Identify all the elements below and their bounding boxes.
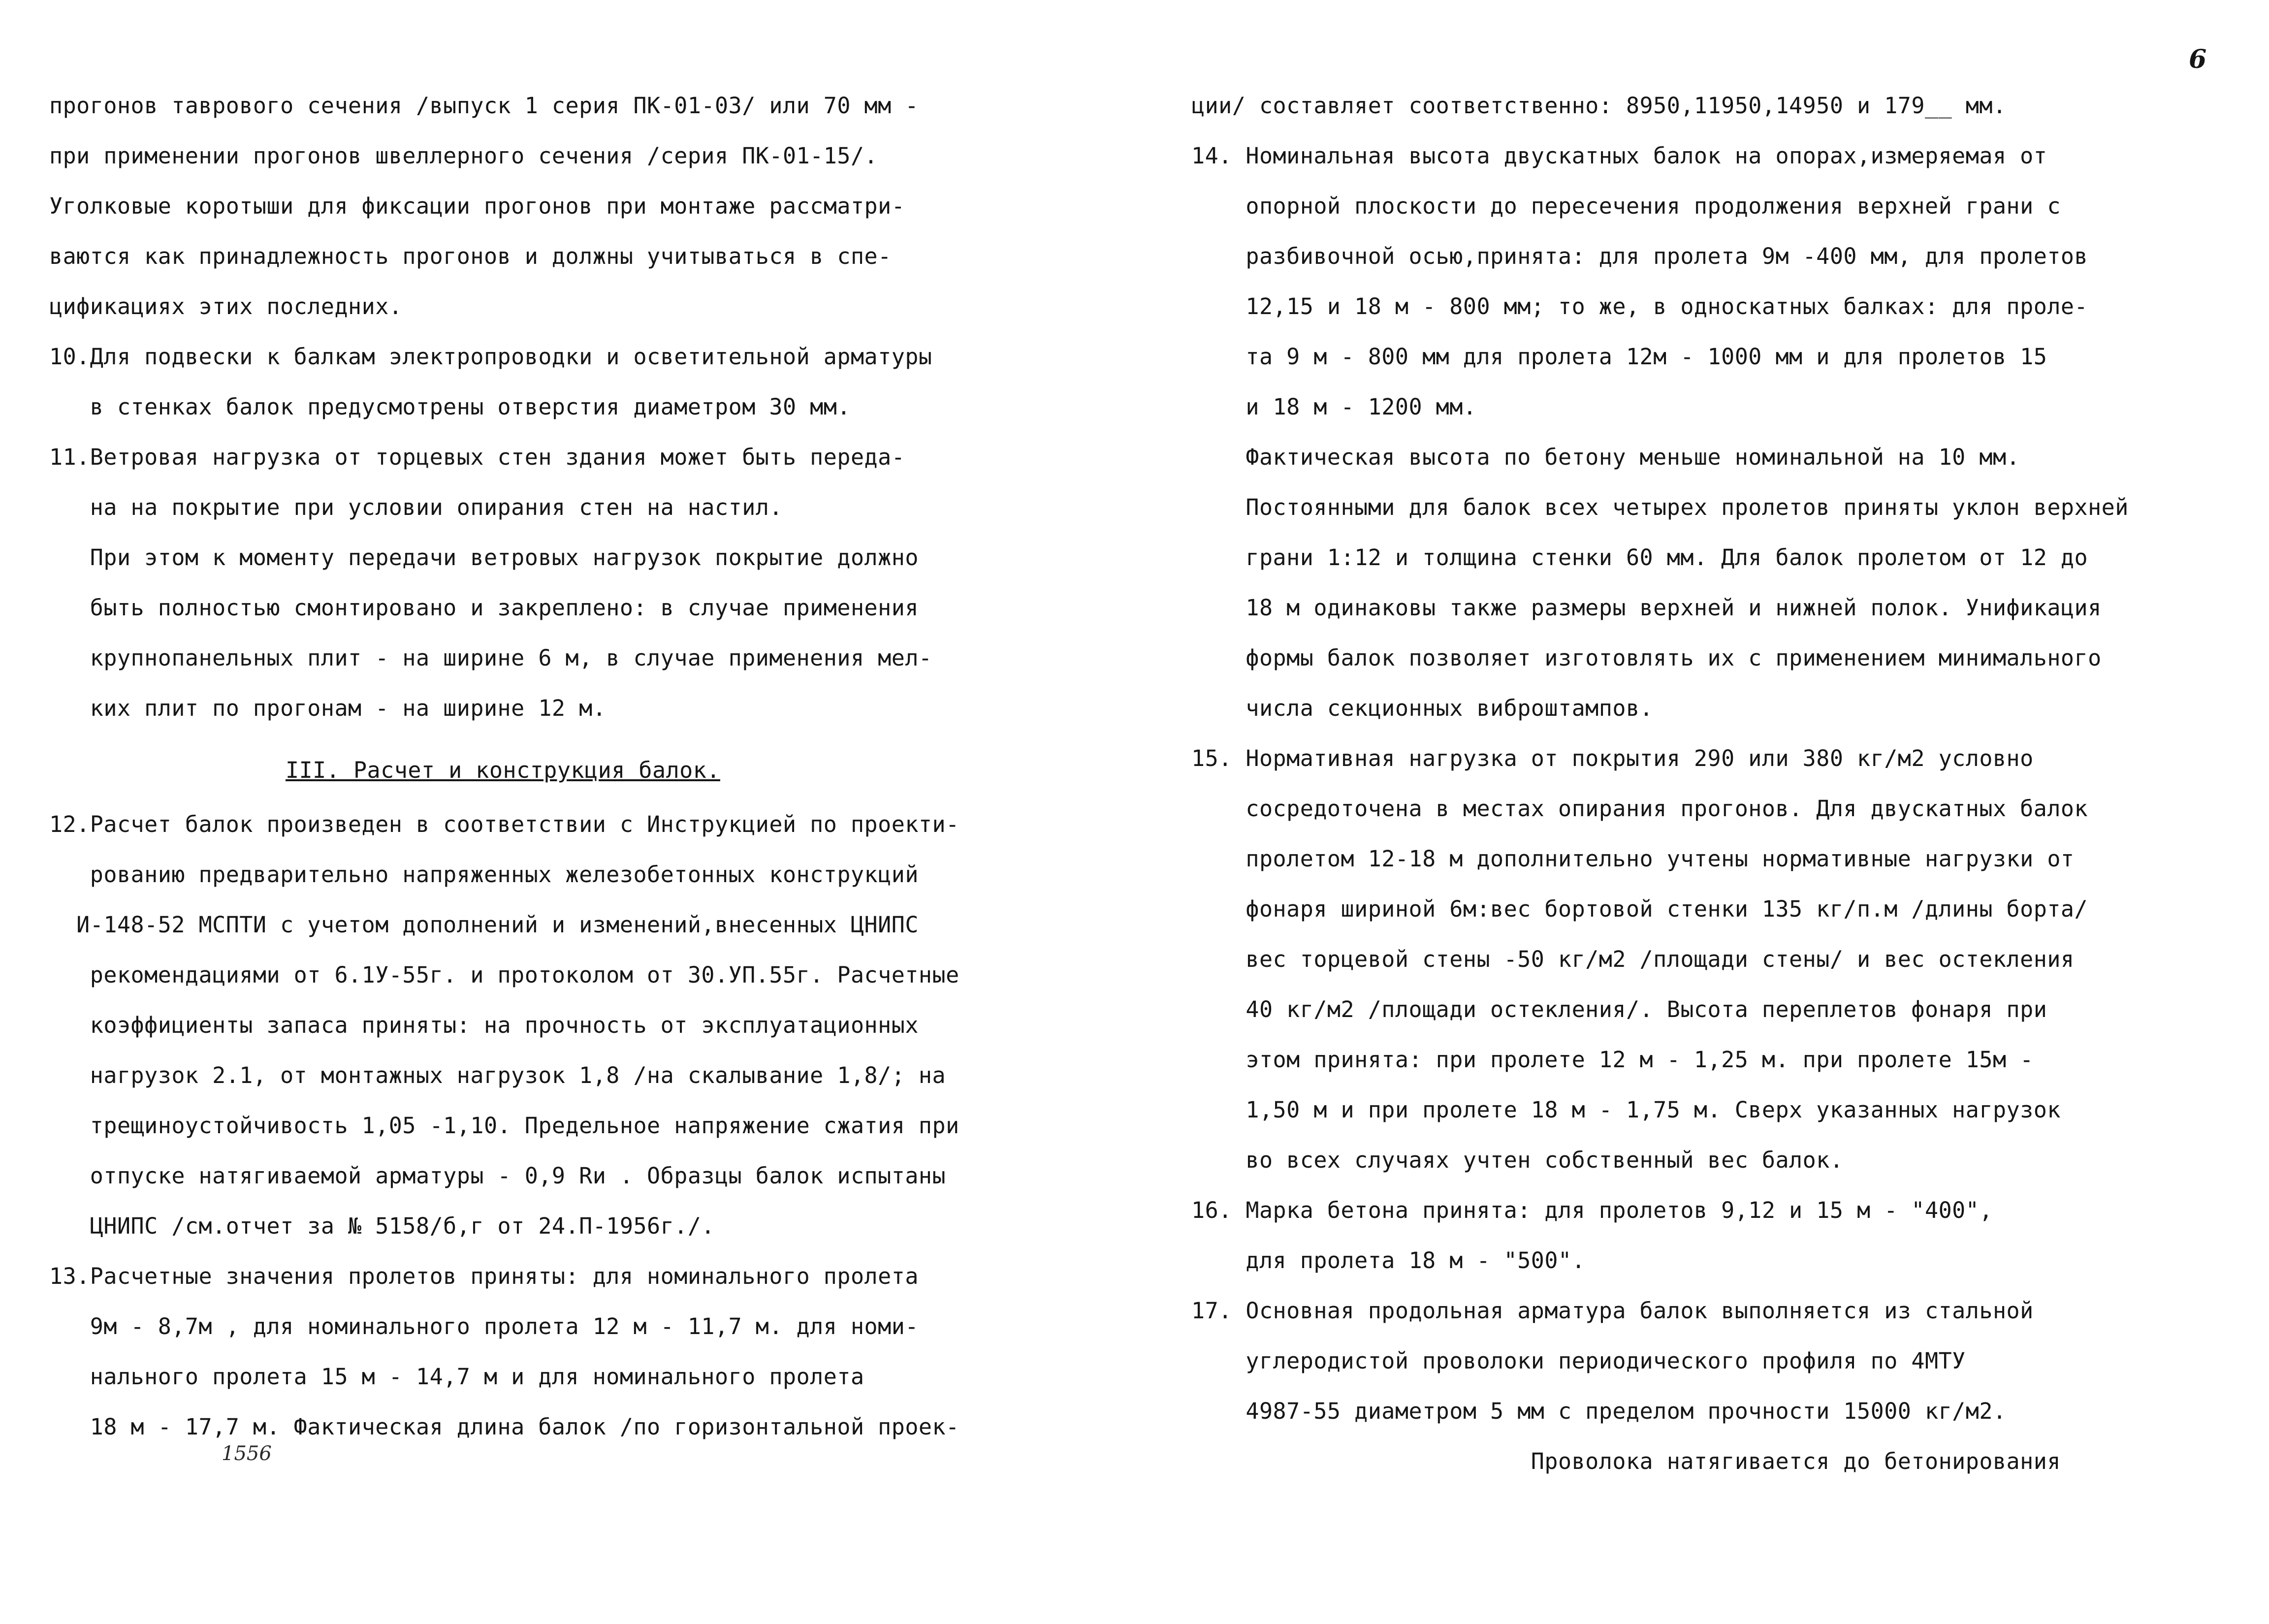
text-line: 16. Марка бетона принята: для пролетов 9,12 и 15 м - "400", (1191, 1197, 1993, 1223)
text-line: Фактическая высота по бетону меньше номинальной на 10 мм. (1191, 444, 2020, 470)
text-line: 17. Основная продольная арматура балок выполняется из стальной (1191, 1298, 2034, 1324)
text-line: нагрузок 2.1, от монтажных нагрузок 1,8 /на скалывание 1,8/; на (49, 1062, 946, 1088)
text-line: сосредоточена в местах опирания прогонов. Для двускатных балок (1191, 796, 2088, 822)
text-line: формы балок позволяет изготовлять их с применением минимального (1191, 645, 2102, 671)
text-line: отпуске натягиваемой арматуры - 0,9 Rи . Образцы балок испытаны (49, 1163, 946, 1189)
text-line: ких плит по прогонам - на ширине 12 м. (49, 695, 607, 721)
text-line: этом принята: при пролете 12 м - 1,25 м. при пролете 15м - (1191, 1047, 2034, 1073)
text-line: во всех случаях учтен собственный вес балок. (1191, 1147, 1844, 1173)
text-line: грани 1:12 и толщина стенки 60 мм. Для балок пролетом от 12 до (1191, 544, 2088, 571)
text-line: ЦНИПС /см.отчет за № 5158/б,г от 24.П-1956г./. (49, 1213, 715, 1239)
handwritten-note: 1556 (222, 1442, 272, 1465)
text-line: 1,50 м и при пролете 18 м - 1,75 м. Сверх указанных нагрузок (1191, 1097, 2061, 1123)
text-line: Проволока натягивается до бетонирования (1191, 1448, 2061, 1474)
text-line: пролетом 12-18 м дополнительно учтены нормативные нагрузки от (1191, 846, 2075, 872)
text-line: ваются как принадлежность прогонов и должны учитываться в спе- (49, 243, 892, 269)
text-line: рекомендациями от 6.1У-55г. и протоколом от 30.УП.55г. Расчетные (49, 962, 959, 988)
text-line: Постоянными для балок всех четырех пролетов приняты уклон верхней (1191, 494, 2129, 520)
text-line: числа секционных виброштампов. (1191, 695, 1654, 721)
text-line: для пролета 18 м - "500". (1191, 1247, 1586, 1274)
text-line: углеродистой проволоки периодического профиля по 4МТУ (1191, 1348, 1966, 1374)
text-line: 18 м одинаковы также размеры верхней и нижней полок. Унификация (1191, 595, 2102, 621)
text-line: нального пролета 15 м - 14,7 м и для номинального пролета (49, 1364, 864, 1390)
text-line: 12.Расчет балок произведен в соответствии с Инструкцией по проекти- (49, 811, 959, 837)
text-line: опорной плоскости до пересечения продолжения верхней грани с (1191, 193, 2061, 219)
section-heading: III. Расчет и конструкция балок. (286, 757, 720, 783)
text-line: при применении прогонов швеллерного сечения /серия ПК-01-15/. (49, 143, 878, 169)
text-line: разбивочной осью,принята: для пролета 9м -400 мм, для пролетов (1191, 243, 2088, 269)
text-line: цификациях этих последних. (49, 293, 403, 319)
text-line: 18 м - 17,7 м. Фактическая длина балок /по горизонтальной проек- (49, 1414, 959, 1440)
text-line: фонаря шириной 6м:вес бортовой стенки 135 кг/п.м /длины борта/ (1191, 896, 2088, 922)
text-line: 13.Расчетные значения пролетов приняты: для номинального пролета (49, 1263, 919, 1289)
text-line: и 18 м - 1200 мм. (1191, 394, 1477, 420)
text-line: 10.Для подвески к балкам электропроводки и осветительной арматуры (49, 344, 932, 370)
text-line: И-148-52 МСПТИ с учетом дополнений и изменений,внесенных ЦНИПС (49, 912, 919, 938)
text-line: 40 кг/м2 /площади остекления/. Высота переплетов фонаря при (1191, 996, 2047, 1022)
text-line: 4987-55 диаметром 5 мм с пределом прочности 15000 кг/м2. (1191, 1398, 2007, 1424)
text-line: ции/ составляет соответственно: 8950,11950,14950 и 179__ мм. (1191, 93, 2007, 119)
text-line: трещиноустойчивость 1,05 -1,10. Предельное напряжение сжатия при (49, 1113, 959, 1139)
text-line: 12,15 и 18 м - 800 мм; то же, в односкатных балках: для проле- (1191, 293, 2088, 319)
text-line: 11.Ветровая нагрузка от торцевых стен здания может быть переда- (49, 444, 905, 470)
page-number: 6 (2189, 44, 2207, 74)
text-line: в стенках балок предусмотрены отверстия диаметром 30 мм. (49, 394, 851, 420)
text-line: 14. Номинальная высота двускатных балок на опорах,измеряемая от (1191, 143, 2047, 169)
text-line: коэффициенты запаса приняты: на прочность от эксплуатационных (49, 1012, 919, 1038)
text-line: Уголковые коротыши для фиксации прогонов при монтаже рассматри- (49, 193, 905, 219)
text-line: на на покрытие при условии опирания стен на настил. (49, 494, 783, 520)
text-line: вес торцевой стены -50 кг/м2 /площади стены/ и вес остекления (1191, 946, 2075, 972)
text-line: 15. Нормативная нагрузка от покрытия 290 или 380 кг/м2 условно (1191, 745, 2034, 771)
text-line: При этом к моменту передачи ветровых нагрузок покрытие должно (49, 544, 919, 571)
text-line: та 9 м - 800 мм для пролета 12м - 1000 мм и для пролетов 15 (1191, 344, 2047, 370)
text-line: прогонов таврового сечения /выпуск 1 серия ПК-01-03/ или 70 мм - (49, 93, 919, 119)
text-line: 9м - 8,7м , для номинального пролета 12 м - 11,7 м. для номи- (49, 1313, 919, 1339)
text-line: крупнопанельных плит - на ширине 6 м, в случае применения мел- (49, 645, 932, 671)
text-line: быть полностью смонтировано и закреплено: в случае применения (49, 595, 919, 621)
text-line: рованию предварительно напряженных железобетонных конструкций (49, 861, 919, 888)
